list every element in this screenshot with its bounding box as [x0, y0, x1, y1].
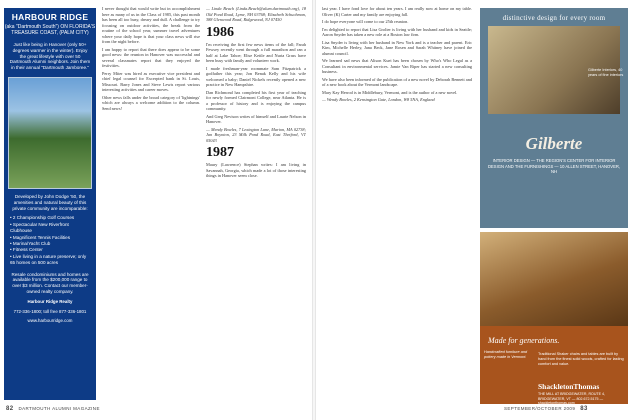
- page-gutter: [312, 0, 316, 420]
- paragraph: Maury (Lawrence) Stephan writes: I am living in Savannah, Georgia, which made a lot of those interesting things in Hanover seem close.: [206, 162, 306, 178]
- class-year-heading: 1987: [206, 145, 234, 160]
- paragraph: — Wendy Bowles, 2 Kensington Gate, London, W8 5NA, England: [322, 97, 435, 102]
- shackleton-side-text: Handcrafted furniture and pottery made in Vermont.: [484, 350, 528, 359]
- paragraph: I made freshman-year roommate Sam Fitzpatrick a godfather this year; Jon Benak Kelly and his wife welcomed a baby; Daniel Nickels recently opened a new practice in New Hampshire.: [206, 65, 306, 87]
- paragraph: I am happy to report that there does appear to be some good news: the reunion in Hanover was successful and several classmates report that they enjoyed the festivities.: [102, 46, 200, 68]
- left-page: [0, 0, 310, 420]
- harbour-resale: Resale condominiums and homes are available from the $200,000 range to over $3 million. Contact our member-owned realty company.: [11, 271, 89, 295]
- paragraph: Other news falls under the broad category of 'lightnings' which are always a welcome addition to the column. Send news!: [102, 94, 200, 111]
- gilberte-headline: distinctive design for every room: [502, 14, 606, 22]
- class-year-heading: 1986: [206, 24, 234, 40]
- paragraph: We learned sad news that Alison Kuei has been chosen by Who's Who Legal as a Consultant in environmental services. Jamie Van Riper has started a new consulting business.: [322, 58, 472, 74]
- page-number: 83: [580, 406, 588, 412]
- class-notes-column-1: [102, 6, 200, 402]
- gilberte-logo: Gilberte: [525, 134, 583, 153]
- paragraph: Perry Miter was hired as executive vice president and chief legal counsel for Excerpted bank in St. Louis, Missouri. Barry Jones and Steve Lewis report various interesting activities and career moves.: [102, 70, 200, 92]
- magazine-name: DARTMOUTH ALUMNI MAGAZINE: [18, 406, 100, 411]
- shackleton-ad[interactable]: [480, 232, 628, 404]
- harbour-headline: Just like being in Hanover (only 50+ degrees warmer in the winter). Enjoy the great lifestyle with over 50 Dartmouth Alumni neighbors. Join them in their annual "Dartmouth Jamboree.": [9, 42, 91, 71]
- paragraph: Dan Richmond has completed his first year of teaching for newly formed Clairmont College, near Atlanta. He is a professor of history and is enjoying the campus community.: [206, 89, 306, 111]
- paragraph: I do hope everyone will come to our 25th reunion.: [322, 19, 409, 24]
- list-item: • 2 Championship Golf Courses: [10, 215, 75, 221]
- paragraph: — Linda Beach (Linda.Beach@alum.dartmouth.org), 18 Old Pond Road, Lyme, NH 03768; Elizabeth Schuchman, 388 Glenwood Road, Ridgewood, NJ 07450: [206, 6, 306, 22]
- paragraph: And Greg Nevison writes of himself and Laurie Nelson in Hanover.: [206, 113, 306, 124]
- harbour-photo: [8, 77, 92, 189]
- harbour-phone: 772-336-1800; toll free 877-336-1801: [13, 308, 87, 314]
- paragraph: last year. I have fond love for about ten years. I am really now at home on my table. Oliver (K) Carter and my family are enjoying fall.: [322, 6, 472, 17]
- page-number: 82: [6, 406, 14, 412]
- left-footer: [6, 406, 100, 412]
- class-notes-column-3: [322, 6, 472, 402]
- gilberte-ad[interactable]: [480, 8, 628, 228]
- list-item: • Magnificent Tennis Facilities: [10, 234, 70, 240]
- list-item: • Marina/Yacht Club: [10, 241, 51, 246]
- list-item: • Live living in a nature preserve; only 65 homes on 500 acres: [10, 253, 87, 266]
- harbour-subtitle: (aka "Dartmouth South") ON FLORIDA'S TREASURE COAST, (PALM CITY): [4, 24, 96, 36]
- harbour-realty: Harbour Ridge Realty: [27, 298, 73, 304]
- list-item: • Spectacular New Riverfront Clubhouse: [10, 221, 69, 234]
- gilberte-caption: Gilberte Interiors, 40 years of fine interiors: [588, 68, 624, 77]
- paragraph: I'm receiving the first few news items of the fall; Farah Fewsey recently went through a full marathon and ran a half at Lake Tahoe; Elise Kettle and Nuria Grass have been busy with family and volunteer work.: [206, 41, 306, 63]
- issue-date: SEPTEMBER/OCTOBER 2009: [504, 406, 576, 411]
- list-item: • Fitness Center: [10, 247, 43, 253]
- paragraph: — Mendy Bowles, 7 Lexington Lane, Marion, MA 02738; Jan Boynton, 23 Milk Pond Road, East Thetford, VT 05043: [206, 126, 306, 143]
- shackleton-headline: Made for generations.: [488, 336, 560, 345]
- harbour-web-link[interactable]: www.harbourridge.com: [27, 318, 73, 324]
- harbour-developer: Developed by John Dodge '50, the amenities and natural beauty of this private community are incomparable:: [12, 193, 88, 211]
- shackleton-photo: [480, 232, 628, 326]
- paragraph: We have also been informed of the publication of a new novel by Deborah Bennett and of a new book about the Vermont landscape.: [322, 76, 472, 87]
- gilberte-tagline: INTERIOR DESIGN — THE REGION'S CENTER FOR INTERIOR DESIGN AND THE FURNISHINGS — 10 ALLEN STREET, HANOVER, NH: [487, 158, 621, 174]
- right-footer: [504, 406, 588, 412]
- paragraph: Lisa Snyder is living with her husband in New York and is a teacher and parent. Eric Kim, Michelle Herley, Jana Beck, Jane Rosen and Sarah Whitney have joined the alumni council.: [322, 39, 472, 56]
- class-notes-column-2: [206, 6, 306, 402]
- paragraph: I never thought that would write but in accomplishment here as many of us in the Class of 1985, this past month has been all too busy, dreary and dull. A challenge to try focusing on outdoor activities, the break from the routine of the school year, summer travel adventures where your daily hope is that your class news will rise from the night before.: [102, 6, 200, 44]
- shackleton-name: ShackletonThomas: [538, 382, 600, 391]
- paragraph: I'm delighted to report that Lisa Grolier is living with her husband and kids in Seattle; Aaron Snyder has taken a new role at a Boston law firm.: [322, 26, 472, 37]
- shackleton-body: Traditional Shaker chairs and tables are built by hand from the finest solid woods, crafted for lasting comfort and value.: [538, 352, 624, 366]
- harbour-title: HARBOUR RIDGE: [11, 12, 89, 22]
- harbour-ridge-ad[interactable]: [4, 8, 96, 400]
- harbour-features-list: [4, 215, 96, 266]
- shackleton-address: THE MILL AT BRIDGEWATER, ROUTE 4, BRIDGEWATER, VT — 802.672.5175 — shackletonthomas.com: [538, 392, 606, 406]
- paragraph: Mary Kay Herrod is in Middlebury, Vermont, and is the author of a new novel.: [322, 89, 458, 95]
- right-page: [318, 0, 628, 420]
